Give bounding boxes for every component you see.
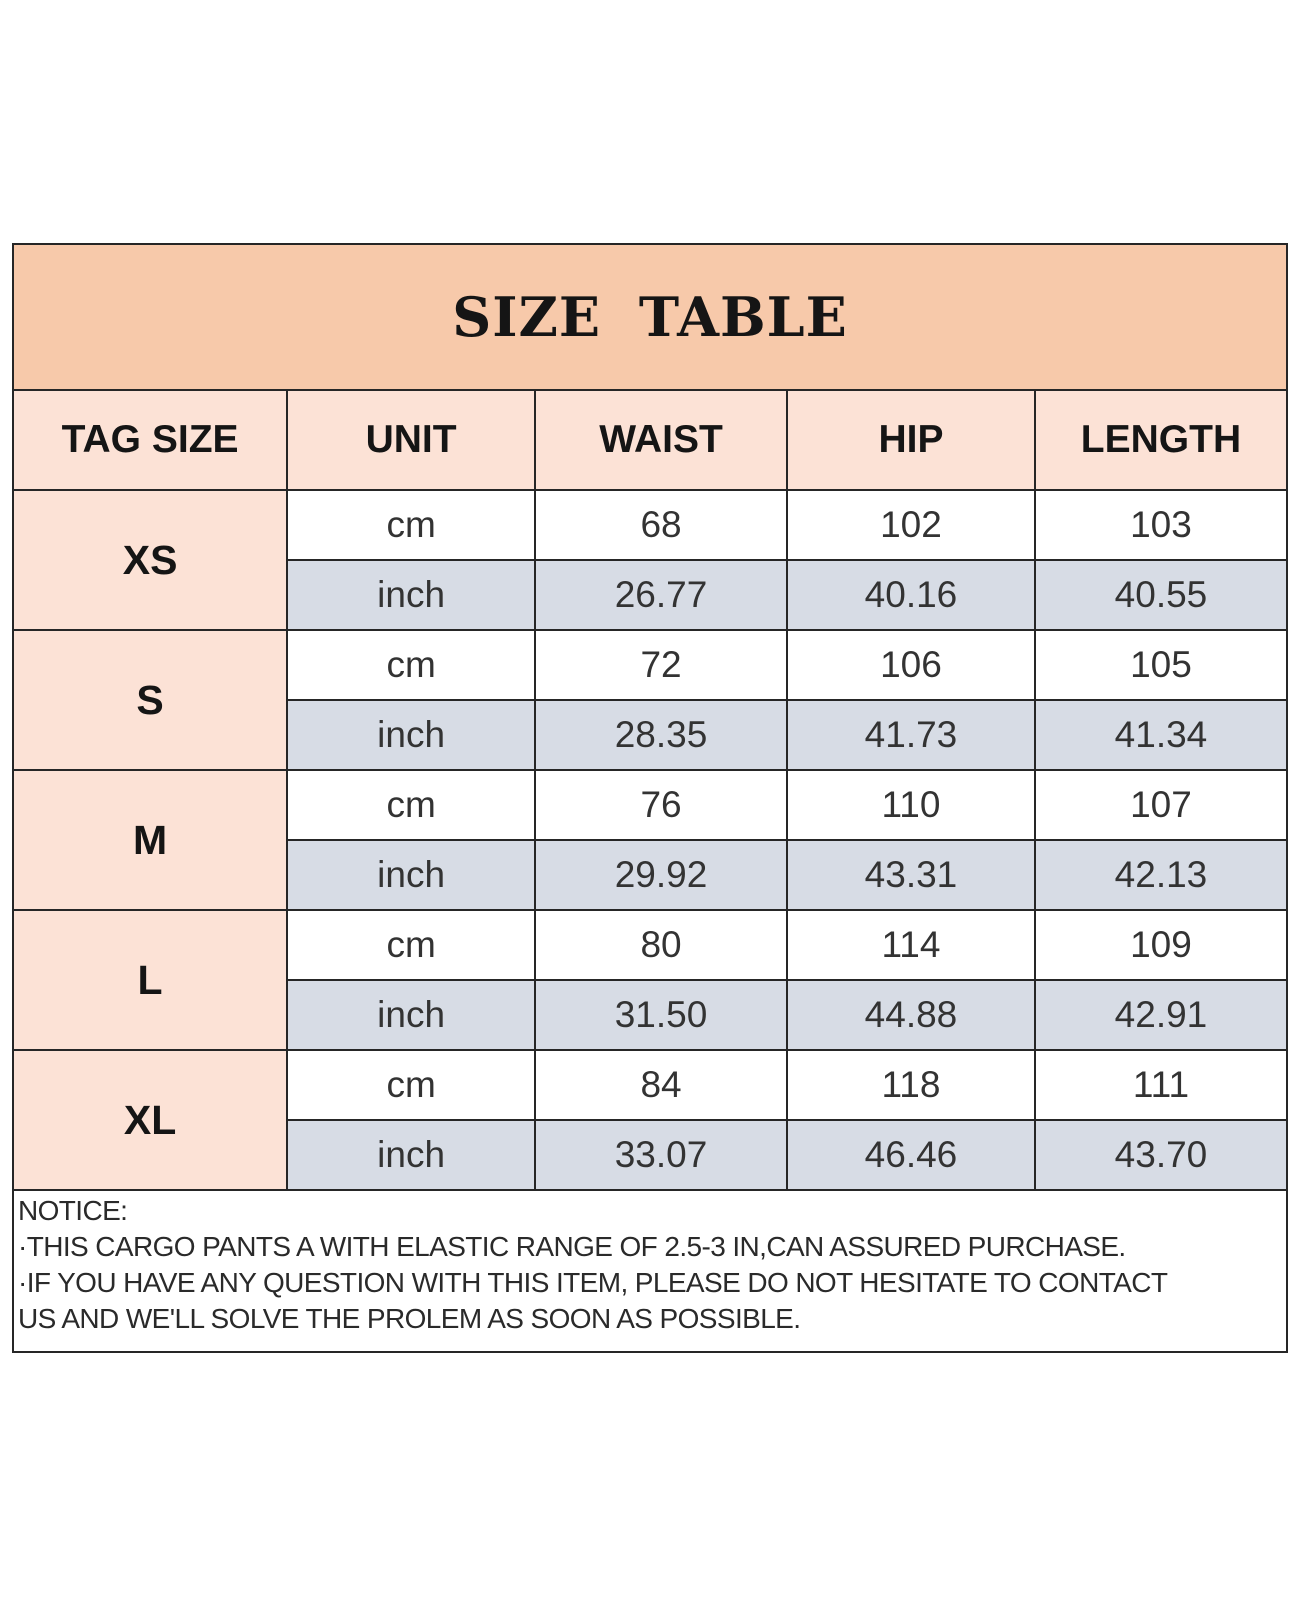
unit-cell: inch [287, 560, 535, 630]
table-row [13, 1050, 1287, 1120]
tag-size-cell: XS [13, 490, 287, 630]
unit-cell: cm [287, 910, 535, 980]
tag-size-cell: XL [13, 1050, 287, 1190]
tag-size-cell: M [13, 770, 287, 910]
waist-cell: 31.50 [535, 980, 787, 1050]
notice-line: US AND WE'LL SOLVE THE PROLEM AS SOON AS POSSIBLE. [18, 1303, 801, 1334]
title-row [13, 244, 1287, 390]
hip-cell: 102 [787, 490, 1035, 560]
length-cell: 109 [1035, 910, 1287, 980]
notice-row [13, 1190, 1287, 1352]
hip-cell: 110 [787, 770, 1035, 840]
header-row [13, 390, 1287, 490]
hip-cell: 43.31 [787, 840, 1035, 910]
waist-cell: 33.07 [535, 1120, 787, 1190]
length-cell: 107 [1035, 770, 1287, 840]
waist-cell: 68 [535, 490, 787, 560]
unit-cell: cm [287, 1050, 535, 1120]
unit-cell: cm [287, 490, 535, 560]
waist-cell: 26.77 [535, 560, 787, 630]
table-row [13, 490, 1287, 560]
unit-cell: inch [287, 700, 535, 770]
unit-cell: inch [287, 840, 535, 910]
length-cell: 40.55 [1035, 560, 1287, 630]
length-cell: 41.34 [1035, 700, 1287, 770]
length-cell: 42.91 [1035, 980, 1287, 1050]
unit-cell: inch [287, 1120, 535, 1190]
hip-cell: 118 [787, 1050, 1035, 1120]
table-row [13, 910, 1287, 980]
header-length: LENGTH [1035, 390, 1287, 490]
hip-cell: 114 [787, 910, 1035, 980]
length-cell: 103 [1035, 490, 1287, 560]
header-tag-size: TAG SIZE [13, 390, 287, 490]
hip-cell: 41.73 [787, 700, 1035, 770]
length-cell: 105 [1035, 630, 1287, 700]
waist-cell: 76 [535, 770, 787, 840]
unit-cell: inch [287, 980, 535, 1050]
tag-size-cell: L [13, 910, 287, 1050]
waist-cell: 29.92 [535, 840, 787, 910]
hip-cell: 46.46 [787, 1120, 1035, 1190]
length-cell: 42.13 [1035, 840, 1287, 910]
tag-size-cell: S [13, 630, 287, 770]
hip-cell: 44.88 [787, 980, 1035, 1050]
size-table [12, 243, 1288, 1353]
table-row [13, 630, 1287, 700]
unit-cell: cm [287, 770, 535, 840]
header-unit: UNIT [287, 390, 535, 490]
hip-cell: 40.16 [787, 560, 1035, 630]
waist-cell: 72 [535, 630, 787, 700]
notice-heading: NOTICE: [18, 1195, 128, 1226]
waist-cell: 28.35 [535, 700, 787, 770]
length-cell: 43.70 [1035, 1120, 1287, 1190]
waist-cell: 80 [535, 910, 787, 980]
length-cell: 111 [1035, 1050, 1287, 1120]
table-row [13, 770, 1287, 840]
hip-cell: 106 [787, 630, 1035, 700]
unit-cell: cm [287, 630, 535, 700]
waist-cell: 84 [535, 1050, 787, 1120]
notice-line: ·THIS CARGO PANTS A WITH ELASTIC RANGE OF 2.5-3 IN,CAN ASSURED PURCHASE. [18, 1231, 1126, 1262]
table-title: SIZE TABLE [13, 244, 1287, 390]
header-hip: HIP [787, 390, 1035, 490]
notice-line: ·IF YOU HAVE ANY QUESTION WITH THIS ITEM, PLEASE DO NOT HESITATE TO CONTACT [18, 1267, 1168, 1298]
header-waist: WAIST [535, 390, 787, 490]
notice-box [13, 1190, 1287, 1352]
